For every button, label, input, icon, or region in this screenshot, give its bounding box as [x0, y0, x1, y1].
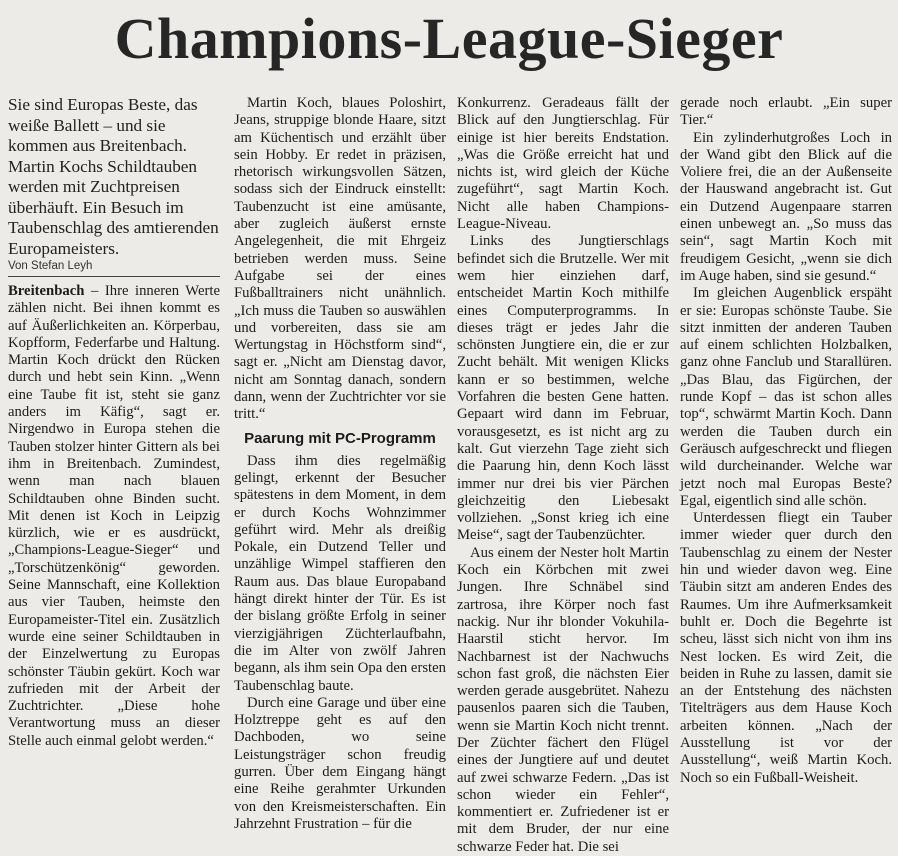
paragraph — [8, 283, 220, 750]
paragraph: Aus einem der Nester holt Martin Koch ein Körbchen mit zwei Jungen. Ihre Schnäbel sind zartrosa, ihre Körper noch fast nackig. Nur ihr blonder Vokuhila-Haarstil sticht hervor. Im Nachbarnest ist der Nachwuchs schon fast groß, die nächsten Eier werden gerade ausgebrütet. Nahezu pausenlos paaren sich die Tauben, wenn sie Martin Koch nicht trennt. Der Züchter fächert den Flügel eines der Jungtiere auf und deutet auf zwei schwarze Federn. „Das ist schon wieder ein Fehler“, kommentiert er. Zufriedener ist er mit dem Bruder, der nur eine schwarze Feder hat. Die sei — [457, 544, 669, 855]
column-2 — [234, 95, 446, 832]
paragraph: Links des Jungtierschlags befindet sich die Brutzelle. Wer mit wem hier einziehen darf, entscheidet Martin Koch mithilfe eines Computerprogramms. In dieses trägt er jedes Jahr die schönsten Jungtiere ein, die er zur Zucht behält. Mit wenigen Klicks kann er so bestimmen, welche Vorfahren die besten Gene hatten. Gepaart wird dann im Februar, vorausgesetzt, es ist nicht arg zu kalt. Gut vierzehn Tage zieht sich die Paarung hin, denn Koch lässt immer nur drei bis vier Pärchen gleichzeitig den Liebesakt vollziehen. „Sonst krieg ich eine Meise“, sagt der Taubenzüchter. — [457, 233, 669, 544]
paragraph: gerade noch erlaubt. „Ein super Tier.“ — [680, 95, 892, 129]
headline: Champions-League-Sieger — [114, 6, 784, 71]
column-4 — [680, 95, 892, 786]
paragraph: Ein zylinderhutgroßes Loch in der Wand gibt den Blick auf die Voliere frei, die an der Außenseite der Hauswand angebracht ist. Gut ein Dutzend Augenpaare starren einen unbewegt an. „So muss das sein“, sagt Martin Koch mit freudigem Gesicht, „wenn sie dich im Auge haben, sind sie gesund.“ — [680, 129, 892, 284]
paragraph: Im gleichen Augenblick erspäht er sie: Europas schönste Taube. Sie sitzt inmitten der anderen Tauben auf einem schlichten Holzbalken, ganz ohne Fanclub und Starallüren. „Das Blau, das Figürchen, der runde Kopf – das ist schon alles top“, schwärmt Martin Koch. Dann werden die Tauben durch ein Geräusch aufgeschreckt und fliegen wild durcheinander. Welche war jetzt noch mal Europas Beste? Egal, eigentlich sind alle schön. — [680, 285, 892, 509]
paragraph: Dass ihm dies regelmäßig gelingt, erkennt der Besucher spätestens in dem Moment, in dem er durch Kochs Wohnzimmer geführt wird. Mehr als dreißig Pokale, ein Dutzend Teller und unzählige Wimpel staffieren den Raum aus. Das blaue Europaband hängt direkt hinter der Tür. Es ist der bislang größte Erfolg in seiner vierzigjährigen Züchterlaufbahn, die im Alter von zwölf Jahren begann, als ihm sein Opa den ersten Taubenschlag baute. — [234, 452, 446, 694]
subheading: Paarung mit PC-Programm — [244, 429, 436, 447]
paragraph: Martin Koch, blaues Poloshirt, Jeans, struppige blonde Haare, sitzt am Küchentisch und erzählt über sein Hobby. Er redet in präzisen, rhetorisch wirkungsvollen Sätzen, sodass sich der Eindruck einstellt: Taubenzucht ist eine amüsante, aber zugleich äußerst ernste Angelegenheit, die mit Ehrgeiz betrieben werden muss. Seine Aufgabe sei der eines Fußballtrainers nicht unähnlich. „Ich muss die Tauben so auswählen und vorbereiten, dass sie am Wertungstag in Höchstform sind“, sagt er. „Nicht am Dienstag davor, nicht am Sonntag danach, sondern dann, wenn der Zuchtrichter vor sie tritt.“ — [234, 95, 446, 423]
paragraph: Konkurrenz. Geradeaus fällt der Blick auf den Jungtierschlag. Für einige ist hier bereits Endstation. „Was die Größe erreicht hat und nichts ist, wird gleich der Küche zugeführt“, sagt Martin Koch. Nicht alle haben Champions-League-Niveau. — [457, 95, 669, 233]
dateline: Breitenbach — [8, 283, 85, 299]
paragraph: Durch eine Garage und über eine Holztreppe geht es auf den Dachboden, wo seine Leistungsträger schon freudig gurren. Über dem Eingang hängt eine Reihe gerahmter Urkunden von den Kreismeisterschaften. Ein Jahrzehnt Frustration – für die — [234, 694, 446, 832]
paragraph-text: – Ihre inneren Werte zählen nicht. Bei ihnen kommt es auf Äußerlichkeiten an. Körperbau, Kopfform, Federfarbe und Haltung. Martin Koch drückt den Rücken durch und hebt sein Kinn. „Wenn eine Taube fit ist, steht sie ganz anders im Käfig“, sagt er. Nirgendwo in Europa stehen die Tauben stolzer hinter Gittern als bei ihm in Breitenbach. Zumindest, wenn man nach blauen Schildtauben ohne Binden sucht. Mit denen ist Koch in Leipzig kürzlich, wie er es ausdrückt, „Champions-League-Sieger“ und „Torschützenkönig“ geworden. Seine Mannschaft, eine Kollektion aus vier Tauben, heimste den Europameister-Titel ein. Zusätzlich wurde eine seiner Schildtauben in der Einzelwertung zu Europas schönster Täubin gekürt. Koch war zufrieden mit der Arbeit der Zuchtrichter. „Diese hohe Verantwortung muss an dieser Stelle auch einmal gelobt werden.“ — [8, 283, 220, 749]
byline: Von Stefan Leyh — [8, 259, 220, 277]
paragraph: Unterdessen fliegt ein Tauber immer wieder quer durch den Taubenschlag zu einem der Nester hin und wieder davon weg. Eine Täubin sitzt am anderen Endes des Raumes. Um ihre Aufmerksamkeit buhlt er. Doch die Begehrte ist scheu, lässt sich nicht von ihm ins Nest locken. Es wird Zeit, die beiden in Ruhe zu lassen, damit sie an der Entstehung des nächsten Titelträgers aus dem Hause Koch arbeiten können. „Nach der Ausstellung ist vor der Ausstellung“, weiß Martin Koch. Noch so ein Fußball-Weisheit. — [680, 510, 892, 786]
column-1 — [8, 95, 220, 749]
deck: Sie sind Europas Beste, das weiße Ballett – und sie kommen aus Breitenbach. Martin Kochs Schildtauben werden mit Zuchtpreisen überhäuft. Ein Besuch im Taubenschlag des amtierenden Europameisters. — [8, 95, 219, 258]
column-3 — [457, 95, 669, 855]
